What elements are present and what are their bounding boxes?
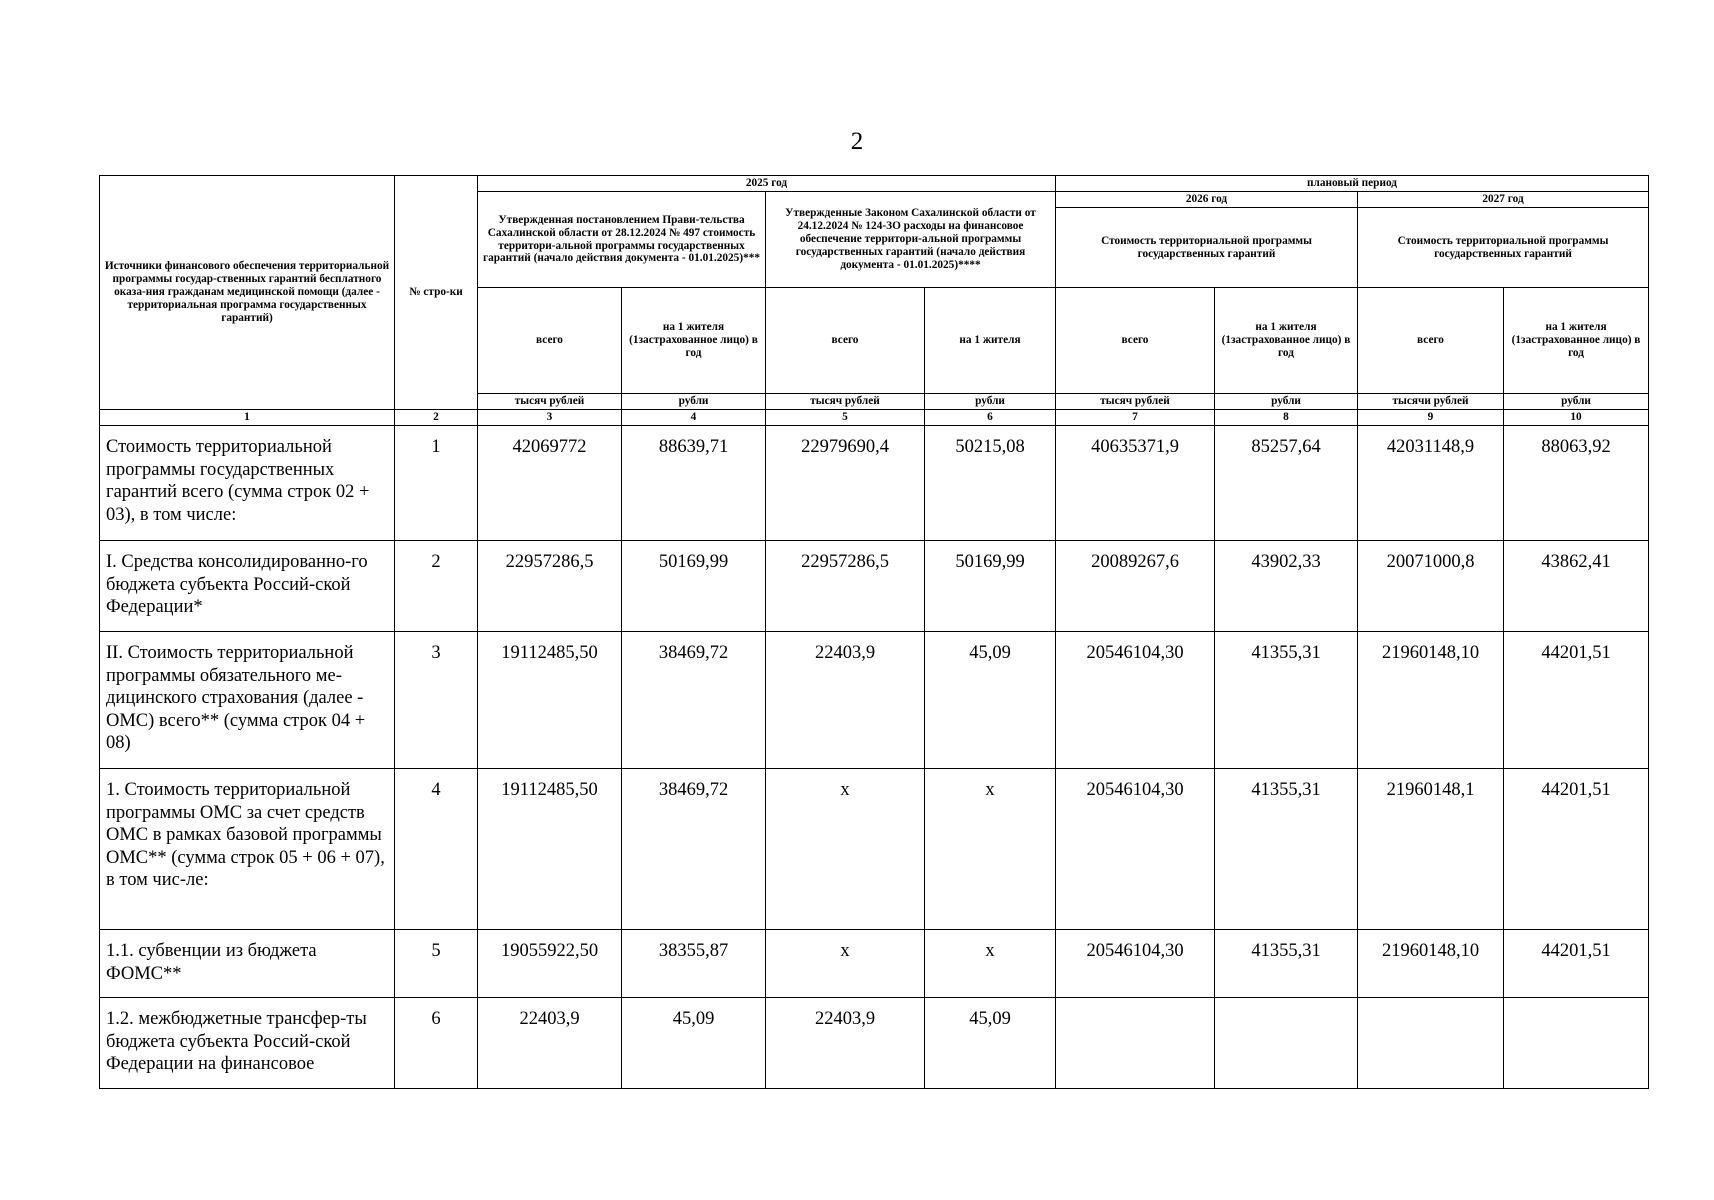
column-number: 2 [395, 410, 478, 426]
header-col-per-insured-10: на 1 жителя (1застрахованное лицо) в год [1504, 288, 1649, 394]
cell-value: x [766, 930, 925, 998]
cell-value: 88063,92 [1504, 426, 1649, 541]
row-number: 2 [395, 541, 478, 632]
cell-value: 44201,51 [1504, 769, 1649, 930]
column-number: 6 [925, 410, 1056, 426]
cell-value: 20546104,30 [1056, 769, 1215, 930]
row-label: II. Стоимость территориальной программы обязательного ме-дицинского страхования (далее - ОМС) всего** (сумма строк 04 + 08) [100, 632, 395, 769]
header-approved-government: Утвержденная постановлением Прави-тельства Сахалинской области от 28.12.2024 № 497 стоимость территори-альной программы государственных гарантий (начало действия документа - 01.01.2025)*** [478, 192, 766, 288]
header-row-number: № стро-ки [395, 176, 478, 410]
row-number: 4 [395, 769, 478, 930]
row-number: 1 [395, 426, 478, 541]
row-number: 5 [395, 930, 478, 998]
cell-value: 22957286,5 [766, 541, 925, 632]
cell-value: 22403,9 [478, 998, 622, 1089]
cell-value: 45,09 [622, 998, 766, 1089]
financing-table [99, 175, 1649, 1089]
cell-value: 19055922,50 [478, 930, 622, 998]
column-number: 8 [1215, 410, 1358, 426]
cell-value: 21960148,10 [1358, 930, 1504, 998]
cell-value: 45,09 [925, 632, 1056, 769]
cell-value: 50169,99 [622, 541, 766, 632]
header-unit-9: тысячи рублей [1358, 394, 1504, 410]
table-row [100, 998, 1649, 1089]
cell-value: 41355,31 [1215, 769, 1358, 930]
row-label: 1. Стоимость территориальной программы ОМС за счет средств ОМС в рамках базовой программы ОМС** (сумма строк 05 + 06 + 07), в том чис-ле: [100, 769, 395, 930]
column-number: 5 [766, 410, 925, 426]
table-row [100, 930, 1649, 998]
header-planned-period: плановый период [1056, 176, 1649, 192]
header-year-2025: 2025 год [478, 176, 1056, 192]
header-col-per-insured-8: на 1 жителя (1застрахованное лицо) в год [1215, 288, 1358, 394]
column-number: 7 [1056, 410, 1215, 426]
table-row [100, 541, 1649, 632]
table-row [100, 769, 1649, 930]
cell-value: 20546104,30 [1056, 930, 1215, 998]
column-number: 10 [1504, 410, 1649, 426]
cell-value: 88639,71 [622, 426, 766, 541]
page-number: 2 [850, 128, 864, 155]
header-col-total-9: всего [1358, 288, 1504, 394]
header-unit-7: тысяч рублей [1056, 394, 1215, 410]
header-year-2027: 2027 год [1358, 192, 1649, 208]
cell-value: 41355,31 [1215, 930, 1358, 998]
header-col-per-insured-4: на 1 жителя (1застрахованное лицо) в год [622, 288, 766, 394]
column-numbers-row [100, 410, 1649, 426]
cell-value [1215, 998, 1358, 1089]
header-approved-law: Утвержденные Законом Сахалинской области от 24.12.2024 № 124-ЗО расходы на финансовое обеспечение территори-альной программы государственных гарантий (начало действия документа - 01.01.2025)**** [766, 192, 1056, 288]
cell-value: 45,09 [925, 998, 1056, 1089]
header-col-total-3: всего [478, 288, 622, 394]
column-number: 1 [100, 410, 395, 426]
header-unit-10: рубли [1504, 394, 1649, 410]
cell-value: 85257,64 [1215, 426, 1358, 541]
cell-value: x [766, 769, 925, 930]
cell-value: 50215,08 [925, 426, 1056, 541]
cell-value: 20546104,30 [1056, 632, 1215, 769]
row-label: Стоимость территориальной программы государственных гарантий всего (сумма строк 02 + 03), в том числе: [100, 426, 395, 541]
cell-value: 20089267,6 [1056, 541, 1215, 632]
column-number: 3 [478, 410, 622, 426]
row-label: I. Средства консолидированно-го бюджета субъекта Россий-ской Федерации* [100, 541, 395, 632]
cell-value: 22403,9 [766, 632, 925, 769]
cell-value: 44201,51 [1504, 632, 1649, 769]
table-row [100, 632, 1649, 769]
row-label: 1.2. межбюджетные трансфер-ты бюджета субъекта Россий-ской Федерации на финансовое [100, 998, 395, 1089]
header-sources: Источники финансового обеспечения территориальной программы государ-ственных гарантий бесплатного оказа-ния гражданам медицинской помощи (далее - территориальная программа государственных гарантий) [100, 176, 395, 410]
cell-value: 21960148,10 [1358, 632, 1504, 769]
cell-value [1056, 998, 1215, 1089]
header-cost-program-2026: Стоимость территориальной программы государственных гарантий [1056, 208, 1358, 288]
cell-value: 22979690,4 [766, 426, 925, 541]
row-number: 3 [395, 632, 478, 769]
cell-value: 50169,99 [925, 541, 1056, 632]
cell-value: 43902,33 [1215, 541, 1358, 632]
header-col-total-5: всего [766, 288, 925, 394]
cell-value [1358, 998, 1504, 1089]
header-unit-8: рубли [1215, 394, 1358, 410]
cell-value: 44201,51 [1504, 930, 1649, 998]
cell-value: 22957286,5 [478, 541, 622, 632]
cell-value: 40635371,9 [1056, 426, 1215, 541]
row-number: 6 [395, 998, 478, 1089]
cell-value: x [925, 930, 1056, 998]
header-unit-5: тысяч рублей [766, 394, 925, 410]
cell-value: 43862,41 [1504, 541, 1649, 632]
table-row [100, 426, 1649, 541]
header-unit-3: тысяч рублей [478, 394, 622, 410]
cell-value: 22403,9 [766, 998, 925, 1089]
header-unit-4: рубли [622, 394, 766, 410]
cell-value: 21960148,1 [1358, 769, 1504, 930]
row-label: 1.1. субвенции из бюджета ФОМС** [100, 930, 395, 998]
cell-value: x [925, 769, 1056, 930]
column-number: 4 [622, 410, 766, 426]
header-cost-program-2027: Стоимость территориальной программы государственных гарантий [1358, 208, 1649, 288]
header-col-per-resident-6: на 1 жителя [925, 288, 1056, 394]
cell-value: 19112485,50 [478, 632, 622, 769]
cell-value: 38355,87 [622, 930, 766, 998]
header-year-2026: 2026 год [1056, 192, 1358, 208]
cell-value: 20071000,8 [1358, 541, 1504, 632]
column-number: 9 [1358, 410, 1504, 426]
header-unit-6: рубли [925, 394, 1056, 410]
cell-value: 42031148,9 [1358, 426, 1504, 541]
cell-value: 19112485,50 [478, 769, 622, 930]
cell-value: 41355,31 [1215, 632, 1358, 769]
cell-value [1504, 998, 1649, 1089]
cell-value: 38469,72 [622, 769, 766, 930]
header-col-total-7: всего [1056, 288, 1215, 394]
cell-value: 38469,72 [622, 632, 766, 769]
cell-value: 42069772 [478, 426, 622, 541]
